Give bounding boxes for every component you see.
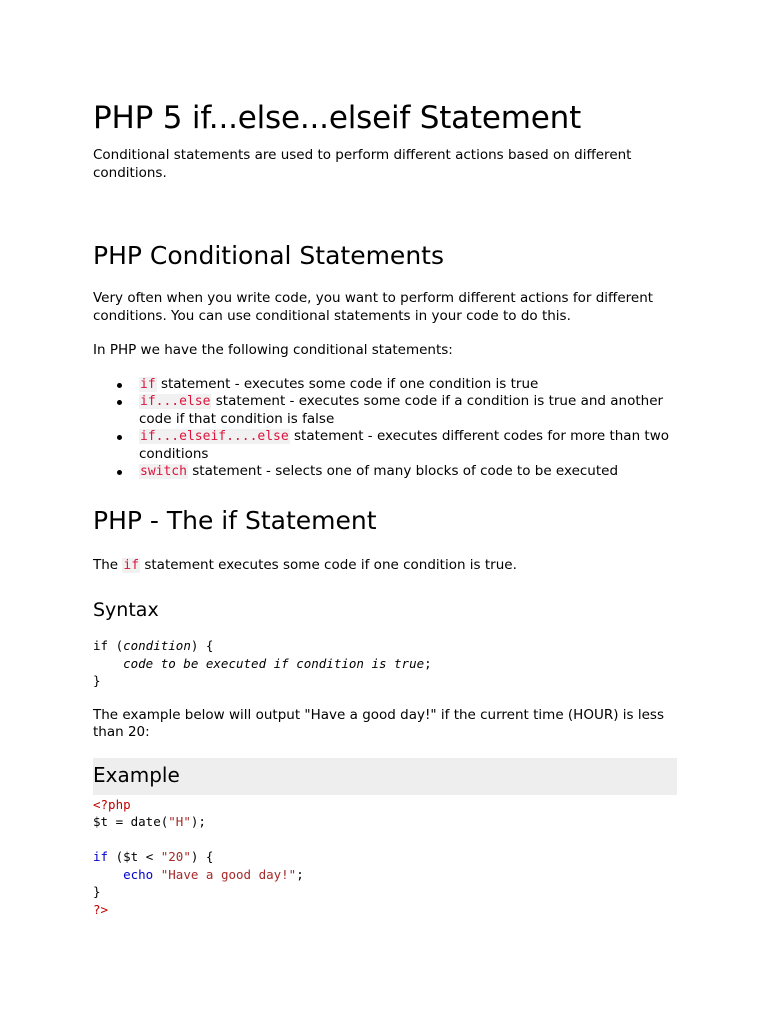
section-heading-conditional-statements: PHP Conditional Statements — [93, 241, 444, 270]
list-item — [139, 463, 683, 481]
list-item-text: statement - executes some code if a condition is true and another code if that condition is false — [139, 393, 664, 427]
syntax-heading: Syntax — [93, 599, 159, 621]
list-item-text: statement - executes some code if one condition is true — [156, 375, 539, 392]
keyword-code: if — [140, 376, 156, 392]
list-item-text: statement - executes different codes for more than two conditions — [139, 428, 670, 462]
list-item-text: statement - selects one of many blocks of code to be executed — [187, 463, 619, 479]
example-heading: Example — [93, 762, 180, 787]
keyword-code: if...else — [140, 394, 211, 409]
document-page — [93, 96, 683, 918]
paragraph-list-intro: In PHP we have the following conditional statements: — [93, 342, 453, 358]
keyword-code: switch — [140, 464, 187, 479]
intro-paragraph: Conditional statements are used to perform different actions based on different conditions. — [93, 147, 632, 181]
keyword-code: if — [123, 557, 140, 573]
example-header — [93, 758, 677, 795]
paragraph-conditions: Very often when you write code, you want to perform different actions for different conditions. You can use conditional statements in your code to do this. — [93, 290, 654, 324]
list-item — [139, 393, 683, 428]
section-heading-if-statement: PHP - The if Statement — [93, 505, 377, 535]
paragraph-example-description: The example below will output "Have a good day!" if the current time (HOUR) is less than 20: — [93, 706, 664, 740]
paragraph-if-description: The if statement executes some code if one condition is true. — [93, 556, 517, 573]
syntax-code-block: if (condition) { code to be executed if condition is true; } — [93, 638, 432, 688]
conditional-list — [93, 376, 683, 481]
list-item — [139, 428, 683, 463]
page-title: PHP 5 if...else...elseif Statement — [93, 100, 582, 136]
example-code-block: <?php $t = date("H"); if ($t < "20") { echo "Have a good day!"; } ?> — [93, 796, 304, 917]
list-item — [139, 376, 683, 394]
keyword-code: if...elseif....else — [140, 429, 289, 444]
